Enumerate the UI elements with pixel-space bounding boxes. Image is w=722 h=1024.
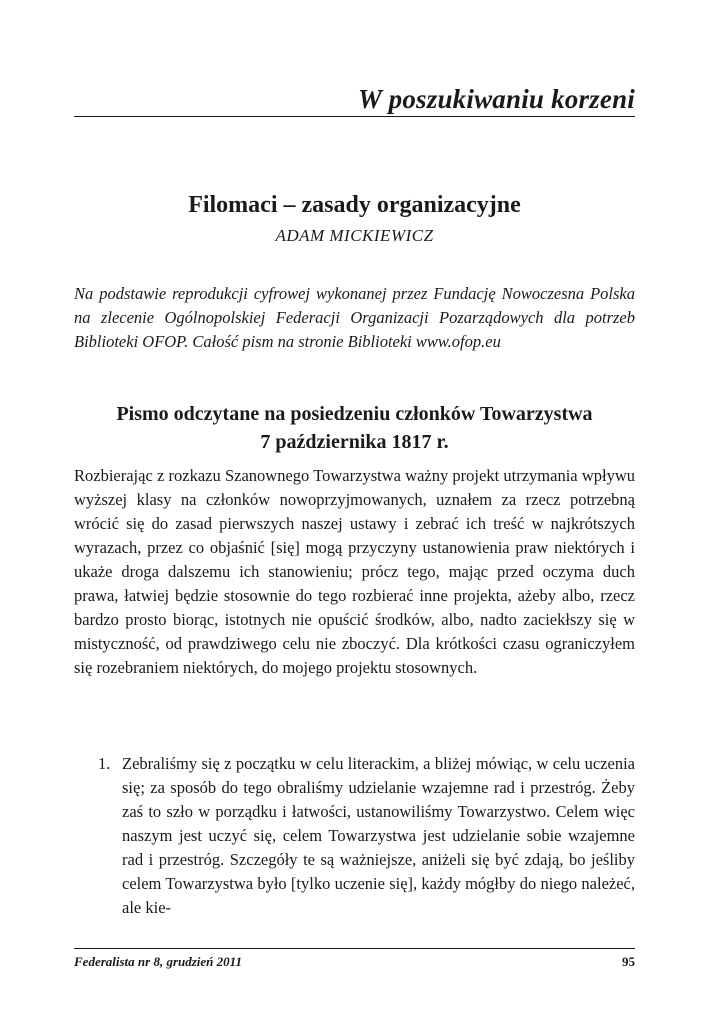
list-item-text: Zebraliśmy się z początku w celu literackim, a bliżej mówiąc, w celu uczenia się; za sposób do tego obraliśmy udzielanie wzajemne rad i przestróg. Żeby zaś to szło w porządku i łatwości, ustanowiliśmy Towarzystwo. Celem więc naszym jest uczyć się, celem Towarzystwa jest udzielanie sobie wzajemne rad i przestróg. Szczegóły te są ważniejsze, aniżeli się być zdają, bo jeśliby celem Towarzystwa było [tylko uczenie się], każdy mógłby do niego należeć, ale kie-: [122, 754, 635, 917]
section-heading: [74, 400, 635, 456]
article-author: ADAM MICKIEWICZ: [275, 226, 434, 245]
running-header: W poszukiwaniu korzeni: [357, 84, 635, 114]
body-paragraph: Rozbierając z rozkazu Szanownego Towarzystwa ważny projekt utrzymania wpływu wyższej klasy na członków nowoprzyjmowanych, uznałem za rzecz potrzebną wrócić się do zasad pierwszych naszej ustawy i zebrać ich treść w najkrótszych wyrazach, przez co objaśnić [się] mogą przyczyny ustanowienia praw niektórych i ukaże droga dalszemu ich stanowieniu; prócz tego, mając przed oczyma duch prawa, łatwiej będzie stosownie do tego rozbierać inne projekta, ażeby albo, rzecz bardzo prosto biorąc, istotnych nie opuścić środków, albo, nadto zaciekłszy się w mistyczność, od prawdziwego celu nie zboczyć. Dla krótkości czasu ograniczyłem się rozebraniem niektórych, do mojego projektu stosownych.: [74, 466, 635, 677]
footer-divider: [74, 948, 635, 949]
section-heading-line2: 7 października 1817 r.: [260, 431, 449, 453]
header-divider: [74, 116, 635, 117]
article-title: Filomaci – zasady organizacyjne: [188, 192, 521, 218]
list-item-number: 1.: [98, 754, 111, 773]
list-item: [98, 752, 635, 920]
footer-page-number: 95: [622, 954, 635, 969]
document-page: [74, 0, 635, 1024]
section-heading-line1: Pismo odczytane na posiedzeniu członków Towarzystwa: [116, 403, 593, 425]
footer-journal: Federalista nr 8, grudzień 2011: [74, 954, 242, 969]
source-note: Na podstawie reprodukcji cyfrowej wykonanej przez Fundację Nowoczesna Polska na zlecenie Ogólnopolskiej Federacji Organizacji Pozarządowych dla potrzeb Biblioteki OFOP. Całość pism na stronie Biblioteki www.ofop.eu: [74, 284, 635, 351]
